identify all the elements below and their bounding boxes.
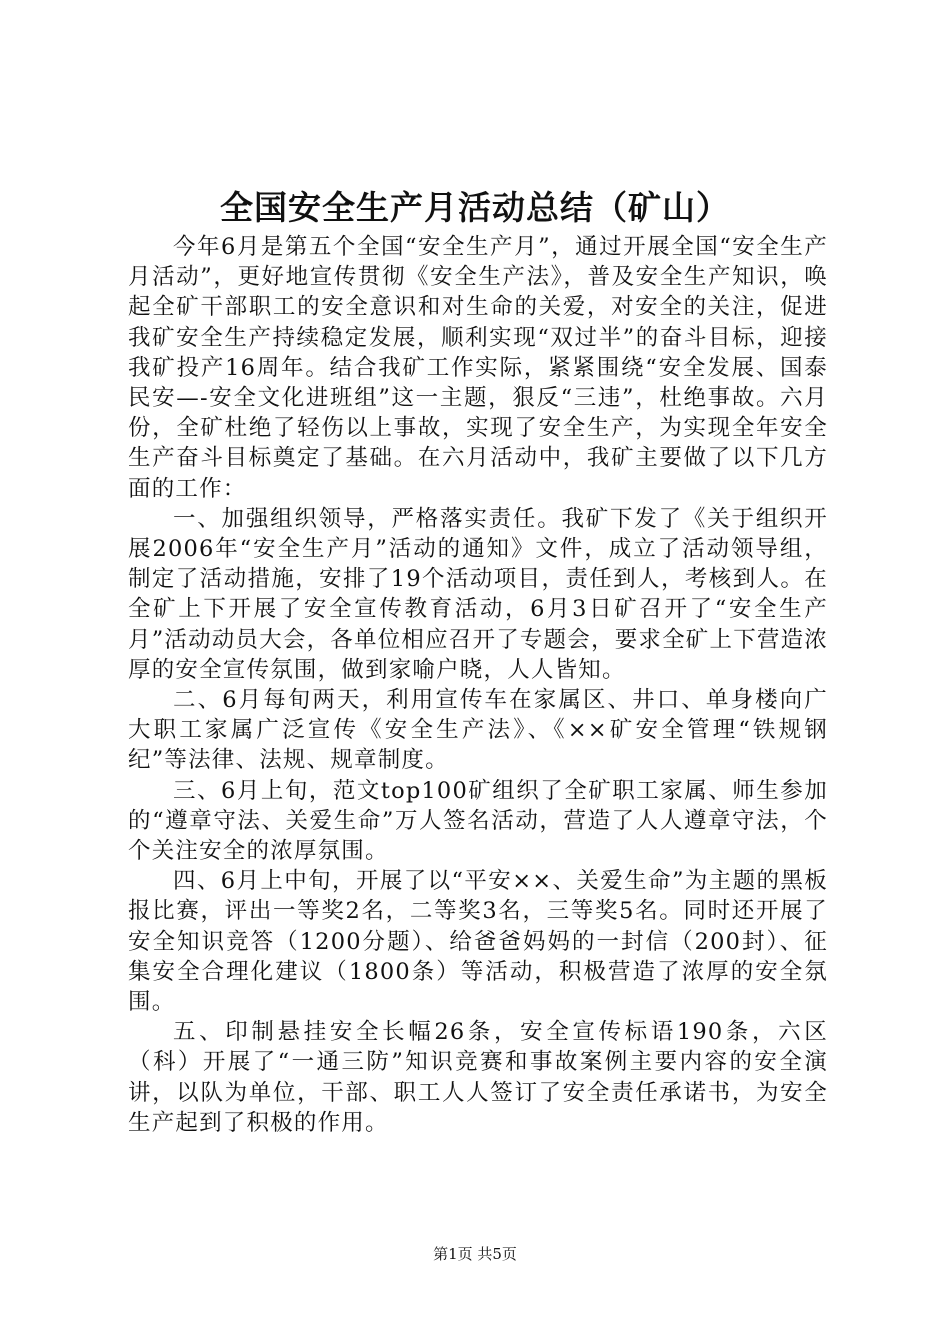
paragraph-intro: 今年6月是第五个全国“安全生产月”，通过开展全国“安全生产月活动”，更好地宣传贯彻《安全生产法》，普及安全生产知识，唤起全矿干部职工的安全意识和对生命的关爱，对安全的关注，促进我矿安全生产持续稳定发展，顺利实现“双过半”的奋斗目标，迎接我矿投产16周年。结合我矿工作实际，紧紧围绕“安全发展、国泰民安—-安全文化进班组”这一主题，狠反“三违”，杜绝事故。六月份，全矿杜绝了轻伤以上事故，实现了安全生产，为实现全年安全生产奋斗目标奠定了基础。在六月活动中，我矿主要做了以下几方面的工作： bbox=[128, 234, 828, 502]
document-body bbox=[128, 232, 828, 1138]
paragraph-item-3: 三、6月上旬，范文top100矿组织了全矿职工家属、师生参加的“遵章守法、关爱生命”万人签名活动，营造了人人遵章守法，个个关注安全的浓厚氛围。 bbox=[128, 777, 828, 865]
paragraph-item-2: 二、6月每旬两天，利用宣传车在家属区、井口、单身楼向广大职工家属广泛宣传《安全生产法》、《××矿安全管理“铁规钢纪”等法律、法规、规章制度。 bbox=[128, 687, 828, 774]
page-number-footer: 第1页 共5页 bbox=[433, 1245, 517, 1263]
paragraph-item-4: 四、6月上中旬，开展了以“平安××、关爱生命”为主题的黑板报比赛，评出一等奖2名，二等奖3名，三等奖5名。同时还开展了安全知识竞答（1200分题）、给爸爸妈妈的一封信（200封）、征集安全合理化建议（1800条）等活动，积极营造了浓厚的安全氛围。 bbox=[128, 868, 828, 1016]
paragraph-item-1: 一、加强组织领导，严格落实责任。我矿下发了《关于组织开展2006年“安全生产月”活动的通知》文件，成立了活动领导组，制定了活动措施，安排了19个活动项目，责任到人，考核到人。在全矿上下开展了安全宣传教育活动，6月3日矿召开了“安全生产月”活动动员大会，各单位相应召开了专题会，要求全矿上下营造浓厚的安全宣传氛围，做到家喻户晓，人人皆知。 bbox=[128, 505, 829, 683]
document-title: 全国安全生产月活动总结（矿山） bbox=[220, 188, 730, 227]
paragraph-item-5: 五、印制悬挂安全长幅26条，安全宣传标语190条，六区（科）开展了“一通三防”知识竞赛和事故案例主要内容的安全演讲，以队为单位，干部、职工人人签订了安全责任承诺书，为安全生产起到了积极的作用。 bbox=[128, 1019, 828, 1136]
